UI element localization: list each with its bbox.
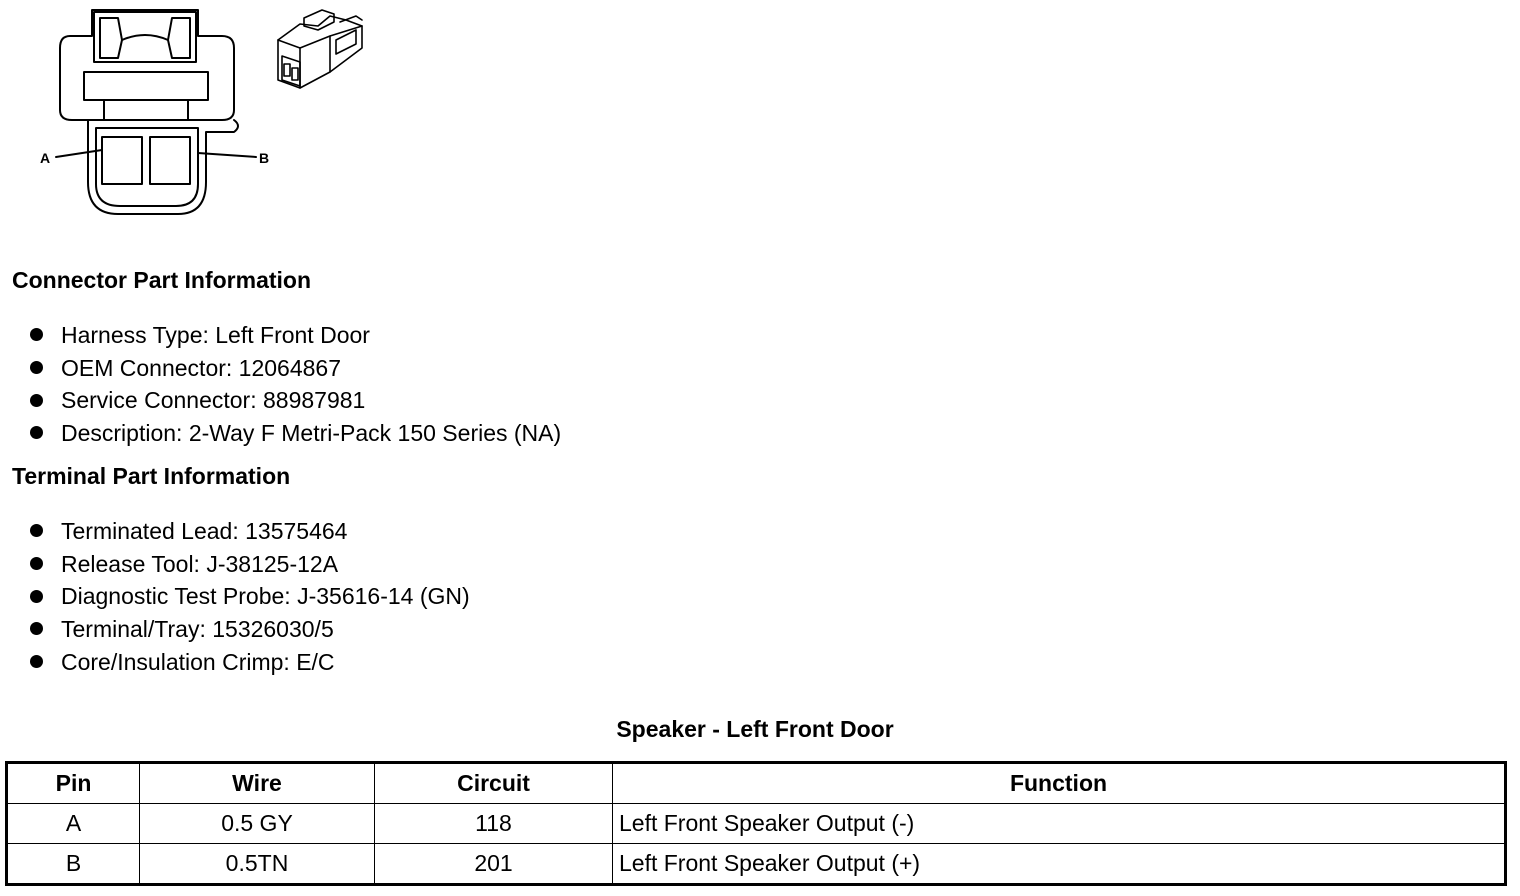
pin-label-a: A	[40, 150, 51, 166]
column-header-pin: Pin	[7, 763, 140, 804]
cell-pin: B	[7, 844, 140, 885]
bullet-icon	[30, 361, 43, 374]
column-header-function: Function	[613, 763, 1506, 804]
connector-info-item-text: Harness Type: Left Front Door	[61, 322, 370, 348]
terminal-info-item-text: Core/Insulation Crimp: E/C	[61, 648, 335, 675]
terminal-info-item-text: Terminal/Tray: 15326030/5	[61, 616, 334, 643]
connector-diagram	[0, 0, 380, 225]
pin-label-b: B	[259, 150, 270, 166]
connector-info-item-text: Service Connector: 88987981	[61, 387, 366, 414]
bullet-icon	[30, 328, 43, 341]
table-row	[7, 844, 1506, 885]
cell-function: Left Front Speaker Output (-)	[613, 804, 1506, 844]
bullet-icon	[30, 590, 43, 603]
cell-wire: 0.5 GY	[140, 804, 375, 844]
table-row	[7, 804, 1506, 844]
bullet-icon	[30, 426, 43, 439]
terminal-info-item-text: Diagnostic Test Probe: J-35616-14 (GN)	[61, 583, 470, 610]
table-title: Speaker - Left Front Door	[616, 716, 894, 742]
cell-circuit: 118	[375, 804, 613, 844]
bullet-icon	[30, 622, 43, 635]
cell-circuit: 201	[375, 844, 613, 885]
bullet-icon	[30, 394, 43, 407]
terminal-info-heading: Terminal Part Information	[12, 463, 291, 489]
connector-info-item-text: OEM Connector: 12064867	[61, 354, 342, 381]
connector-info-item-text: Description: 2-Way F Metri-Pack 150 Series (NA)	[61, 420, 562, 447]
bullet-icon	[30, 524, 43, 537]
terminal-info-item-text: Release Tool: J-38125-12A	[61, 550, 339, 577]
connector-info-heading: Connector Part Information	[12, 267, 312, 293]
bullet-icon	[30, 557, 43, 570]
bullet-icon	[30, 655, 43, 668]
column-header-circuit: Circuit	[375, 763, 613, 804]
cell-pin: A	[7, 804, 140, 844]
cell-function: Left Front Speaker Output (+)	[613, 844, 1506, 885]
terminal-info-item-text: Terminated Lead: 13575464	[61, 518, 348, 544]
pinout-table	[5, 761, 1507, 886]
cell-wire: 0.5TN	[140, 844, 375, 885]
column-header-wire: Wire	[140, 763, 375, 804]
table-header-row	[7, 763, 1506, 804]
